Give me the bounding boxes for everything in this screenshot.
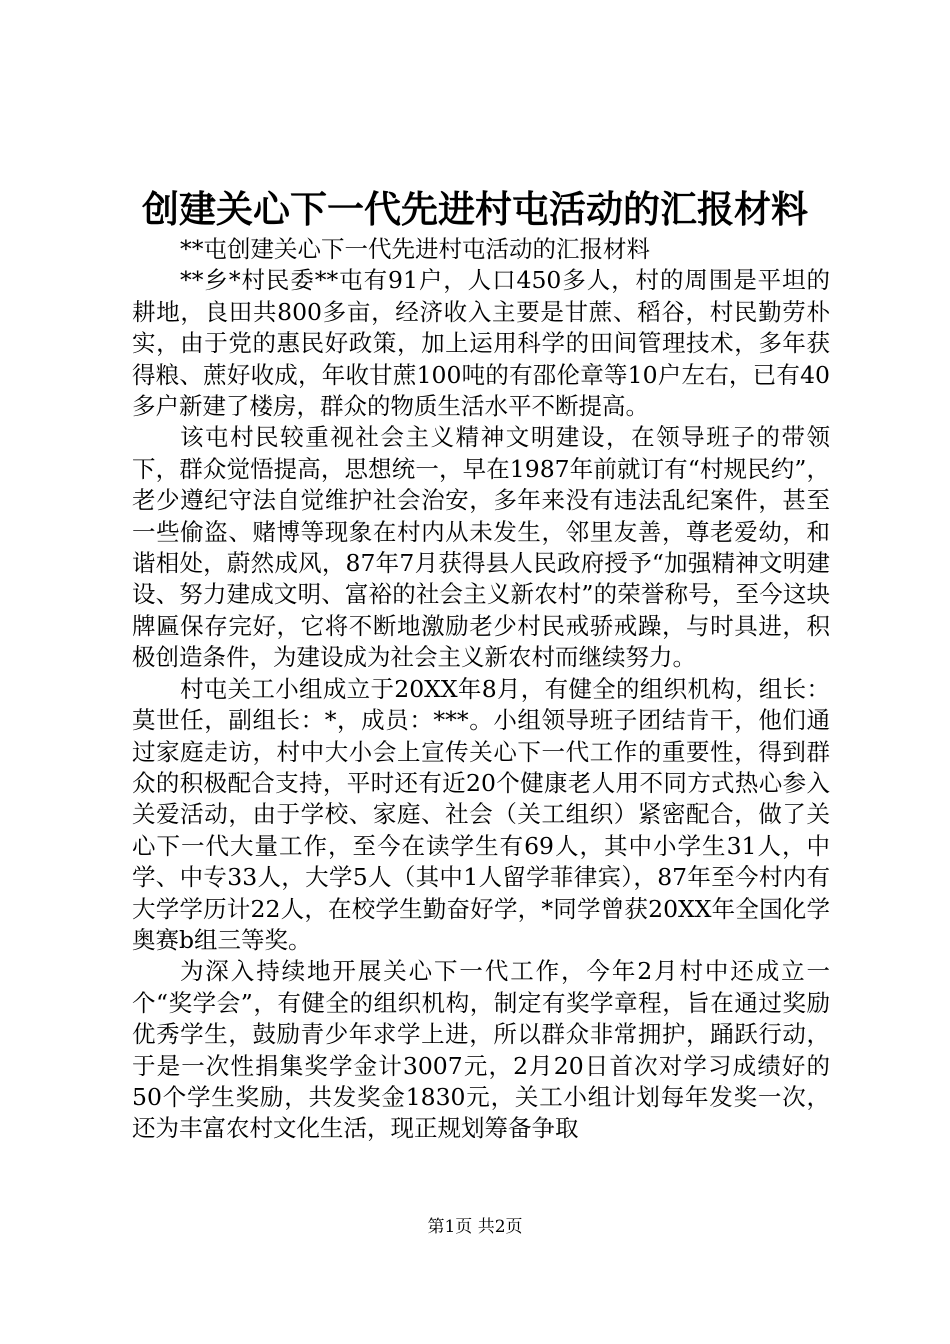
paragraph: **乡*村民委**屯有91户，人口450多人，村的周围是平坦的耕地，良田共800多亩，经济收入主要是甘蔗、稻谷，村民勤劳朴实，由于党的惠民好政策，加上运用科学的田间管理技术，多年获得粮、蔗好收成，年收甘蔗100吨的有邵伦章等10户左右，已有40多户新建了楼房，群众的物质生活水平不断提高。 (132, 266, 830, 421)
page-number-footer: 第1页 共2页 (427, 1217, 523, 1237)
document-body (132, 234, 830, 1145)
paragraph: 为深入持续地开展关心下一代工作，今年2月村中还成立一个“奖学会”，有健全的组织机构，制定有奖学章程，旨在通过奖励优秀学生，鼓励青少年求学上进，所以群众非常拥护，踊跃行动，于是一次性捐集奖学金计3007元，2月20日首次对学习成绩好的50个学生奖励，共发奖金1830元，关工小组计划每年发奖一次，还为丰富农村文化生活，现正规划筹备争取 (132, 957, 830, 1143)
paragraph-subtitle: **屯创建关心下一代先进村屯活动的汇报材料 (180, 235, 650, 263)
paragraph: 村屯关工小组成立于20XX年8月，有健全的组织机构，组长：莫世任，副组长：*，成员：***。小组领导班子团结肯干，他们通过家庭走访，村中大小会上宣传关心下一代工作的重要性，得到群众的积极配合支持，平时还有近20个健康老人用不同方式热心参入关爱活动，由于学校、家庭、社会（关工组织）紧密配合，做了关心下一代大量工作，至今在读学生有69人，其中小学生31人，中学、中专33人，大学5人（其中1人留学菲律宾），87年至今村内有大学学历计22人，在校学生勤奋好学，*同学曾获20XX年全国化学奥赛b组三等奖。 (132, 674, 830, 954)
paragraph: 该屯村民较重视社会主义精神文明建设，在领导班子的带领下，群众觉悟提高，思想统一，早在1987年前就订有“村规民约”，老少遵纪守法自觉维护社会治安，多年来没有违法乱纪案件，甚至一些偷盗、赌博等现象在村内从未发生，邻里友善，尊老爱幼，和谐相处，蔚然成风，87年7月获得县人民政府授予“加强精神文明建设、努力建成文明、富裕的社会主义新农村”的荣誉称号，至今这块牌匾保存完好，它将不断地激励老少村民戒骄戒躁，与时具进，积极创造条件，为建设成为社会主义新农村而继续努力。 (132, 423, 830, 672)
document-title: 创建关心下一代先进村屯活动的汇报材料 (142, 188, 808, 231)
